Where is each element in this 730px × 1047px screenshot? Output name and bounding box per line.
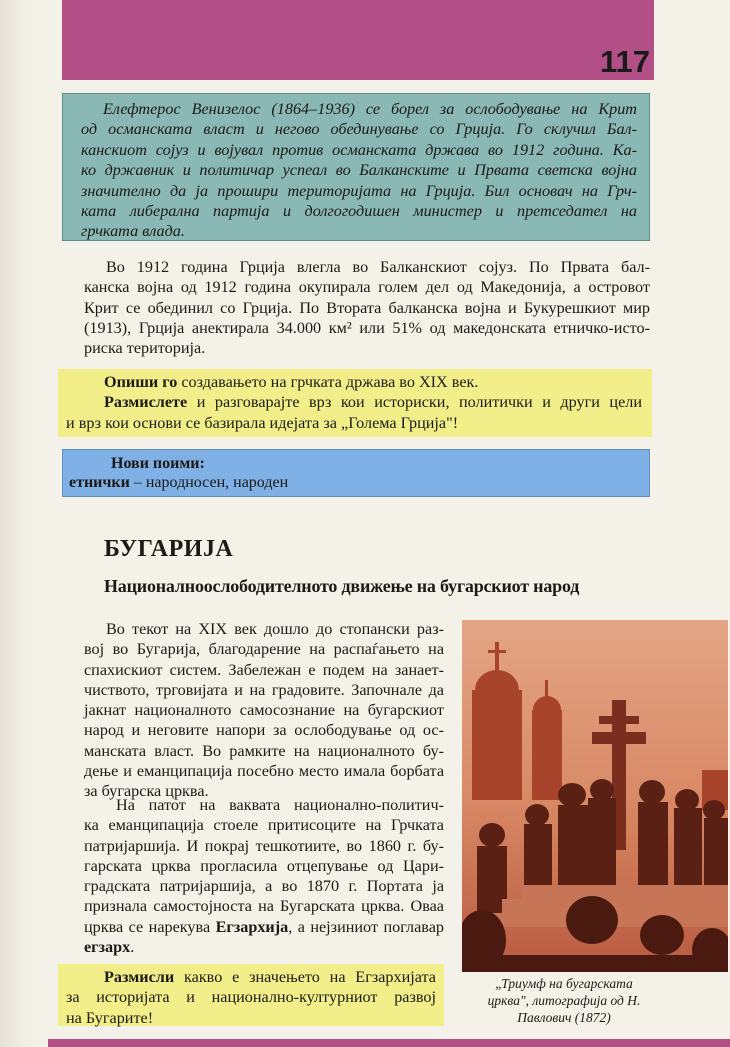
paragraph-line: Во 1912 година Грција влегла во Балканскиот сојуз. По Првата бал- [106,258,650,276]
bio-line: значително да ја прошири територијата на Грција. Бил основач на Грч- [81,181,637,200]
text-run: црква се нарекува [84,917,216,936]
paragraph-line: народ и неговите напори за ослободување од ос- [84,721,444,740]
page-number: 117 [599,44,650,79]
task-box [58,369,652,437]
bottom-task-text: какво е значењето на Егзархијата [174,968,436,986]
bio-line: грчката влада. [81,222,185,241]
paragraph-line: дење и еманципација посебно место имала борбата [84,762,444,781]
bottom-task-line [66,967,436,987]
paragraph-line [84,937,444,957]
task-describe-label: Опиши го [104,373,178,391]
bio-line: од османската власт и негово обединување со Грција. Го склучил Бал- [81,120,637,139]
bottom-task-label: Размисли [104,968,175,986]
bottom-task-box [58,964,444,1026]
term-definition: – народносен, народен [129,474,289,491]
page-edge-shadow [0,0,40,1047]
paragraph-line: канска војна од 1912 година окупирала голем дел од Македонија, а островот [84,278,650,297]
bulgaria-paragraph-2 [84,795,444,957]
task-describe [66,372,652,392]
bottom-band [48,1039,730,1047]
caption-line: Павлович (1872) [517,1010,611,1025]
term-word: етнички [69,474,130,491]
exarchate-term: Егзархија [215,917,289,936]
section-title: БУГАРИЈА [104,536,234,562]
caption-line: црква", литографија од Н. [487,993,641,1008]
paragraph-line: (1913), Грција анектирала 34.000 км² или 51% од македонската етничко-исто- [84,318,650,337]
text-run: . [130,938,135,957]
lithograph-image [462,620,728,972]
exarch-term: егзарх [84,938,131,957]
section-subtitle: Националноослободителното движење на бугарскиот народ [104,576,580,596]
paragraph-line: Во текот на XIX век дошло до стопански раз- [106,620,444,638]
illustration-caption [466,975,662,1026]
bottom-task-line: за историјата и национално-културниот развој [66,988,436,1007]
paragraph-line: ка еманципација стоеле притисоците на Грчката [84,816,444,835]
new-terms-title: Нови поими: [111,455,205,472]
paragraph-line: вој во Бугарија, благодарение на распаѓањето на [84,640,444,659]
caption-line: „Триумф на бугарската [495,976,633,991]
new-terms-box [62,449,650,497]
bulgaria-paragraph-1 [84,619,444,802]
bio-line: ко државник и политичар успеал во Балканските и Првата светска војна [81,161,637,180]
paragraph-line: риска територија. [84,339,206,358]
bio-line: канскиот сојуз и војувал против османската држава во 1912 година. Ка- [81,140,637,159]
task-think-text: и разговарајте врз кои историски, политички и други цели [187,393,642,412]
biography-box [62,93,650,241]
paragraph-line: за бугарска црква. [84,782,209,801]
paragraph-line: манската власт. Во рамките на националното бу- [84,741,444,760]
paragraph-line: гарската црква прогласила отцепување од Цари- [84,856,444,875]
lithograph-illustration [462,620,728,972]
task-describe-text: создавањето на грчката држава во XIX век. [177,373,479,391]
paragraph-line: Крит се обединил со Грција. По Втората балканска војна и Букурешкиот мир [84,298,650,317]
paragraph-line: чиството, трговијата и на градовите. Започнале да [84,680,444,699]
bio-line: ката либерална партија и долгогодишен министер и претседател на [81,202,637,221]
paragraph-line: јакнат националното самосознание на бугарскиот [84,701,444,720]
task-think-label: Размислете [104,393,188,412]
new-terms-entry [69,473,649,492]
text-run: , а нејзиниот поглавар [288,917,444,936]
task-think-line-2: и врз кои основи се базирала идејата за „Голема Грција"! [66,413,459,432]
paragraph-line: На патот на ваквата национално-политич- [116,796,444,814]
paragraph-line: спахискиот систем. Забележан е подем на занает- [84,660,444,679]
paragraph-line [84,917,444,937]
header-band [62,0,654,80]
bottom-task-line: на Бугарите! [66,1008,154,1027]
paragraph-line: признала самостојноста на Бугарската црква. Оваа [84,897,444,916]
task-think [66,392,642,412]
greece-paragraph [84,257,650,358]
paragraph-line: градската патријаршија, а во 1870 г. Портата ја [84,877,444,896]
paragraph-line: патријаршија. И покрај тешкотиите, во 1860 г. бу- [84,836,444,855]
bio-line: Елефтерос Венизелос (1864–1936) се борел за ослободување на Крит [103,100,637,118]
